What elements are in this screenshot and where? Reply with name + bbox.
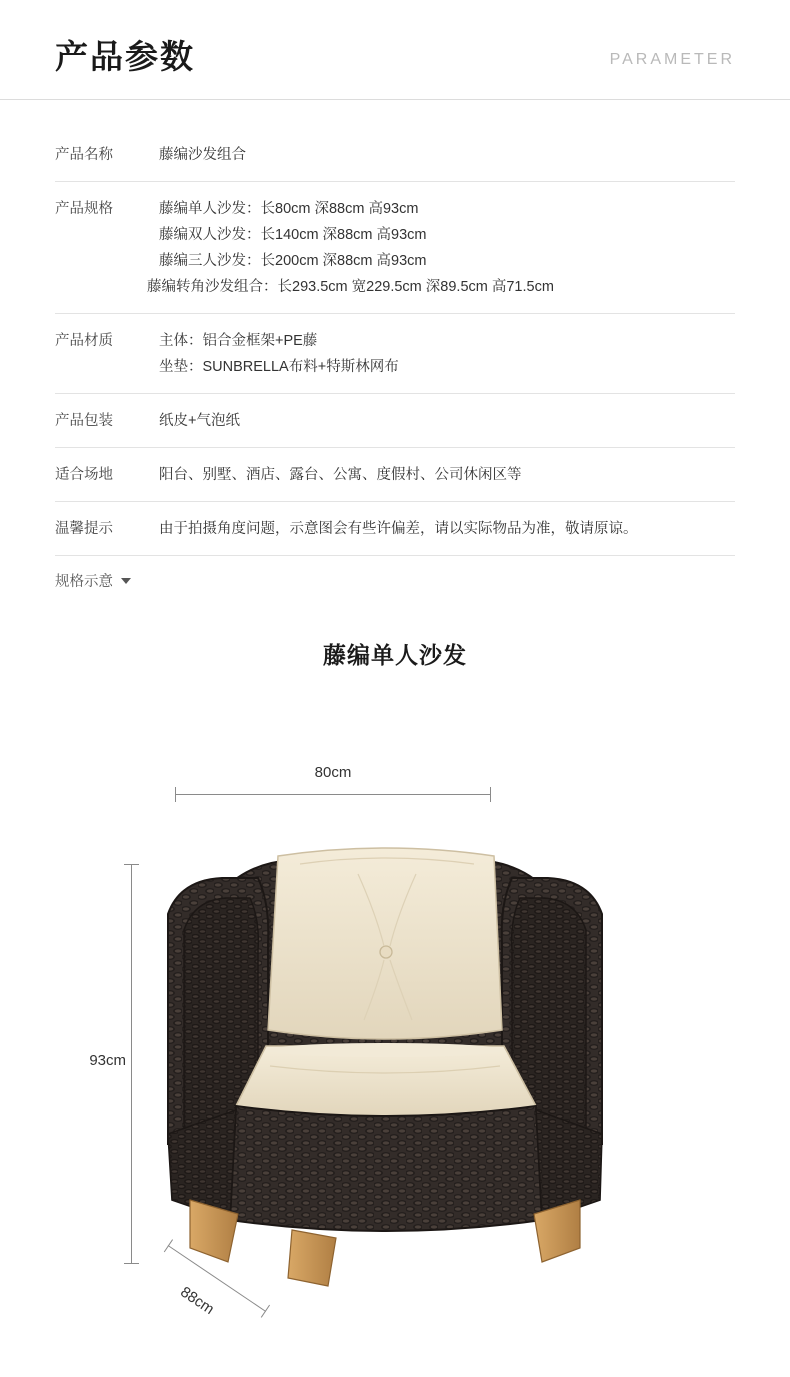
page-title: 产品参数 [55, 38, 195, 75]
spec-value [159, 142, 735, 168]
spec-value [159, 516, 735, 542]
spec-label: 产品材质 [55, 333, 113, 349]
spec-value [159, 462, 735, 488]
spec-value-line: 阳台、别墅、酒店、露台、公寓、度假村、公司休闲区等 [159, 467, 522, 483]
diagram-title: 藤编单人沙发 [323, 642, 467, 668]
spec-label: 产品包装 [55, 413, 113, 429]
spec-diagram-toggle[interactable] [55, 570, 735, 591]
spec-label: 适合场地 [55, 467, 113, 483]
spec-value-line: 藤编三人沙发：长200cm 深88cm 高93cm [159, 253, 427, 269]
spec-value-line: 藤编转角沙发组合：长293.5cm 宽229.5cm 深89.5cm 高71.5cm [147, 279, 554, 295]
width-dimension-line [175, 794, 491, 795]
spec-value-line: 藤编沙发组合 [159, 147, 246, 163]
page-subtitle: PARAMETER [609, 51, 735, 68]
table-row [55, 502, 735, 556]
depth-dimension-label: 88cm [177, 1283, 218, 1319]
diagram-canvas [0, 684, 790, 1319]
spec-value-line: 主体：铝合金框架+PE藤 [159, 333, 318, 349]
spec-value [159, 328, 735, 380]
table-row [55, 394, 735, 448]
spec-value-line: 藤编单人沙发：长80cm 深88cm 高93cm [159, 201, 419, 217]
spec-diagram-toggle-label: 规格示意 [55, 574, 113, 590]
table-row [55, 448, 735, 502]
sofa-illustration [150, 834, 620, 1294]
table-row [55, 182, 735, 314]
width-dimension-label: 80cm [314, 764, 352, 781]
spec-value-line: 藤编双人沙发：长140cm 深88cm 高93cm [159, 227, 427, 243]
table-row [55, 314, 735, 394]
height-dimension-line [131, 864, 132, 1264]
product-diagram-section [0, 637, 790, 1337]
spec-table [55, 128, 735, 556]
spec-label: 产品规格 [55, 201, 113, 217]
spec-value-line: 坐垫：SUNBRELLA布料+特斯林网布 [159, 359, 399, 375]
spec-value [147, 196, 735, 300]
page-footer-space [0, 1337, 790, 1377]
height-dimension-label: 93cm [89, 1052, 126, 1069]
table-row [55, 128, 735, 182]
spec-label: 产品名称 [55, 147, 113, 163]
spec-value-line: 由于拍摄角度问题，示意图会有些许偏差，请以实际物品为准，敬请原谅。 [159, 521, 638, 537]
spec-label: 温馨提示 [55, 521, 113, 537]
chevron-down-icon [121, 578, 131, 584]
page-header [0, 0, 790, 100]
spec-value-line: 纸皮+气泡纸 [159, 413, 240, 429]
spec-value [159, 408, 735, 434]
